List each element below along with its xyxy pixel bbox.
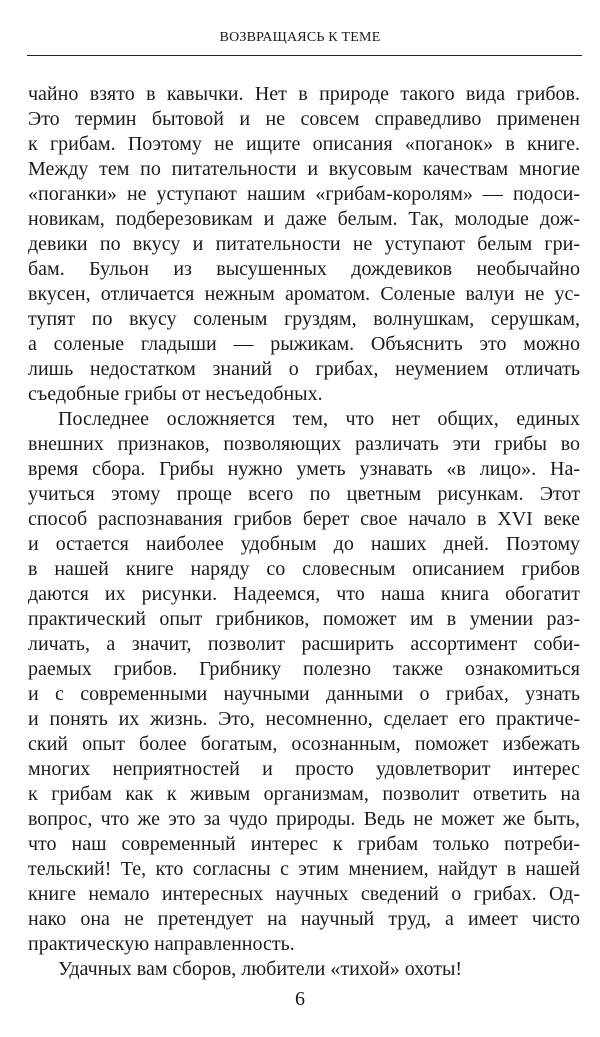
text-line: вкусен, отличается нежным ароматом. Соленые валуи не ус-	[28, 283, 580, 305]
text-line: съедобные грибы от несъедобных.	[28, 383, 323, 405]
text-line: учиться этому проще всего по цветным рисункам. Этот	[28, 483, 580, 505]
header-rule	[27, 55, 582, 56]
text-line: «поганки» не уступают нашим «грибам-королям» — подоси-	[28, 183, 580, 205]
text-line: и понять их жизнь. Это, несомненно, сделает его практиче-	[28, 708, 580, 730]
text-line: и с современными научными данными о грибах, узнать	[28, 683, 580, 705]
text-line: к грибам как к живым организмам, позволит ответить на	[28, 783, 580, 805]
text-line: практический опыт грибников, поможет им в умении раз-	[28, 608, 580, 630]
text-line: а соленые гладыши — рыжикам. Объяснить это можно	[28, 333, 580, 355]
text-line: время сбора. Грибы нужно уметь узнавать «в лицо». На-	[28, 458, 580, 480]
text-line: бам. Бульон из высушенных дождевиков необычайно	[28, 258, 580, 280]
text-line: что наш современный интерес к грибам только потреби-	[28, 833, 580, 855]
text-line: девики по вкусу и питательности не уступают белым гри-	[28, 233, 580, 255]
text-line: к грибам. Поэтому не ищите описания «поганок» в книге.	[28, 133, 580, 155]
page-number: 6	[295, 988, 305, 1010]
text-line: личать, а значит, позволит расширить ассортимент соби-	[28, 633, 580, 655]
text-line: Это термин бытовой и не совсем справедливо применен	[28, 108, 580, 130]
text-line: и остается наиболее удобным до наших дней. Поэтому	[28, 533, 580, 555]
text-line: нако она не претендует на научный труд, а имеет чисто	[28, 908, 580, 930]
body-text	[28, 82, 580, 982]
text-line: в нашей книге наряду со словесным описанием грибов	[28, 558, 580, 580]
text-line: внешних признаков, позволяющих различать эти грибы во	[28, 433, 580, 455]
text-line: вопрос, что же это за чудо природы. Ведь не может же быть,	[28, 808, 580, 830]
text-line: тупят по вкусу соленым груздям, волнушкам, серушкам,	[28, 308, 580, 330]
text-line: чайно взято в кавычки. Нет в природе такого вида грибов.	[28, 83, 580, 105]
text-line: новикам, подберезовикам и даже белым. Так, молодые дож-	[28, 208, 580, 230]
text-line: Последнее осложняется тем, что нет общих, единых	[58, 408, 580, 430]
text-line: раемых грибов. Грибнику полезно также ознакомиться	[28, 658, 580, 680]
running-head: ВОЗВРАЩАЯСЬ К ТЕМЕ	[219, 30, 381, 45]
text-line: Между тем по питательности и вкусовым качествам многие	[28, 158, 580, 180]
text-line: лишь недостатком знаний о грибах, неумением отличать	[28, 358, 580, 380]
text-line: тельский! Те, кто согласны с этим мнением, найдут в нашей	[28, 858, 580, 880]
text-line: способ распознавания грибов берет свое начало в XVI веке	[28, 508, 580, 530]
text-line: многих неприятностей и просто удовлетворит интерес	[28, 758, 580, 780]
text-line: практическую направленность.	[28, 933, 295, 955]
text-line: ский опыт более богатым, осознанным, поможет избежать	[28, 733, 580, 755]
text-line: даются их рисунки. Надеемся, что наша книга обогатит	[28, 583, 580, 605]
text-line: книге немало интересных научных сведений о грибах. Од-	[28, 883, 580, 905]
text-line: Удачных вам сборов, любители «тихой» охоты!	[58, 958, 463, 980]
